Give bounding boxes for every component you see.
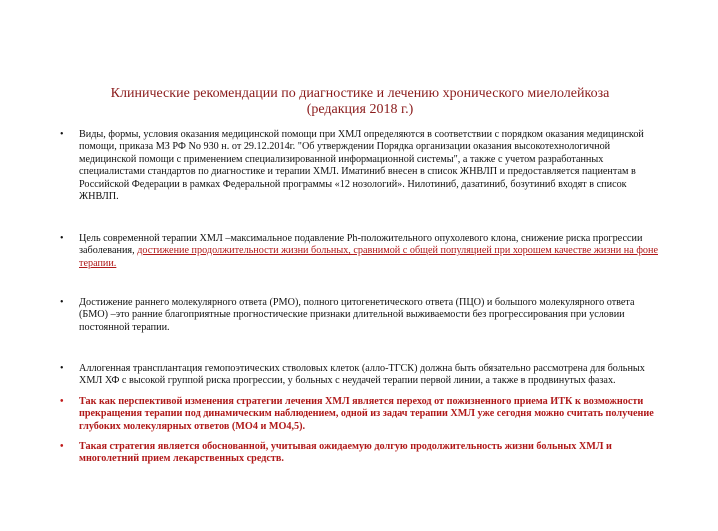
bullet-text: Достижение раннего молекулярного ответа (РМО), полного цитогенетического ответа (ПЦО) и большого молекулярного ответа (БМО) –это ранние благоприятные прогностические признаки длительной выживаемости без прогрессирования при условии постоянной терапии. [79,297,635,333]
bullet-marker: • [60,441,64,452]
title-line-2: (редакция 2018 г.) [306,102,414,117]
bullet-marker: • [60,297,64,308]
title-line-1: Клинические рекомендации по диагностике и лечению хронического миелолейкоза [110,86,610,101]
bullet-text [79,233,663,270]
bullet-marker: • [60,129,64,140]
bullet-highlight-link[interactable]: достижение продолжительности жизни больных, сравнимой с общей популяцией при хорошем качестве жизни на фоне терапии. [79,245,658,269]
bullet-text: Виды, формы, условия оказания медицинской помощи при ХМЛ определяются в соответствии с порядком оказания медицинской помощи, приказа МЗ РФ No 930 н. от 29.12.2014г. "Об утверждении Порядка организации оказания высокотехнологичной медицинской помощи с применением специализированной информационной системы", а также с учетом разработанных специалистами стандартов по диагностике и терапии ХМЛ. Иматиниб внесен в список ЖНВЛП и предоставляется пациентам в Российской Федерации в рамках Федеральной программы «12 нозологий». Нилотиниб, дазатиниб, бозутиниб входят в список ЖНВЛП. [79,129,644,203]
bullet-text: Аллогенная трансплантация гемопоэтических стволовых клеток (алло-ТГСК) должна быть обязательно рассмотрена для больных ХМЛ ХФ с высокой группой риска прогрессии, у больных с неудачей терапии первой линии, а также в продвинутых фазах. [79,363,645,387]
bullet-text-plain: Цель современной терапии ХМЛ –максимальное подавление Ph-положительного опухолевого клона, снижение риска прогрессии заболевания, [79,233,643,257]
bullet-marker: • [60,396,64,407]
bullet-text: Такая стратегия является обоснованной, учитывая ожидаемую долгую продолжительность жизни больных ХМЛ и многолетний прием лекарственных средств. [79,441,612,465]
bullet-marker: • [60,233,64,244]
bullet-marker: • [60,363,64,374]
slide-title [40,86,680,118]
bullet-text: Так как перспективой изменения стратегии лечения ХМЛ является переход от пожизненного приема ИТК к возможности прекращения терапии под динамическим наблюдением, одной из задач терапии ХМЛ уже сегодня можно считать получение глубоких молекулярных ответов (МО4 и МО4,5). [79,396,654,432]
